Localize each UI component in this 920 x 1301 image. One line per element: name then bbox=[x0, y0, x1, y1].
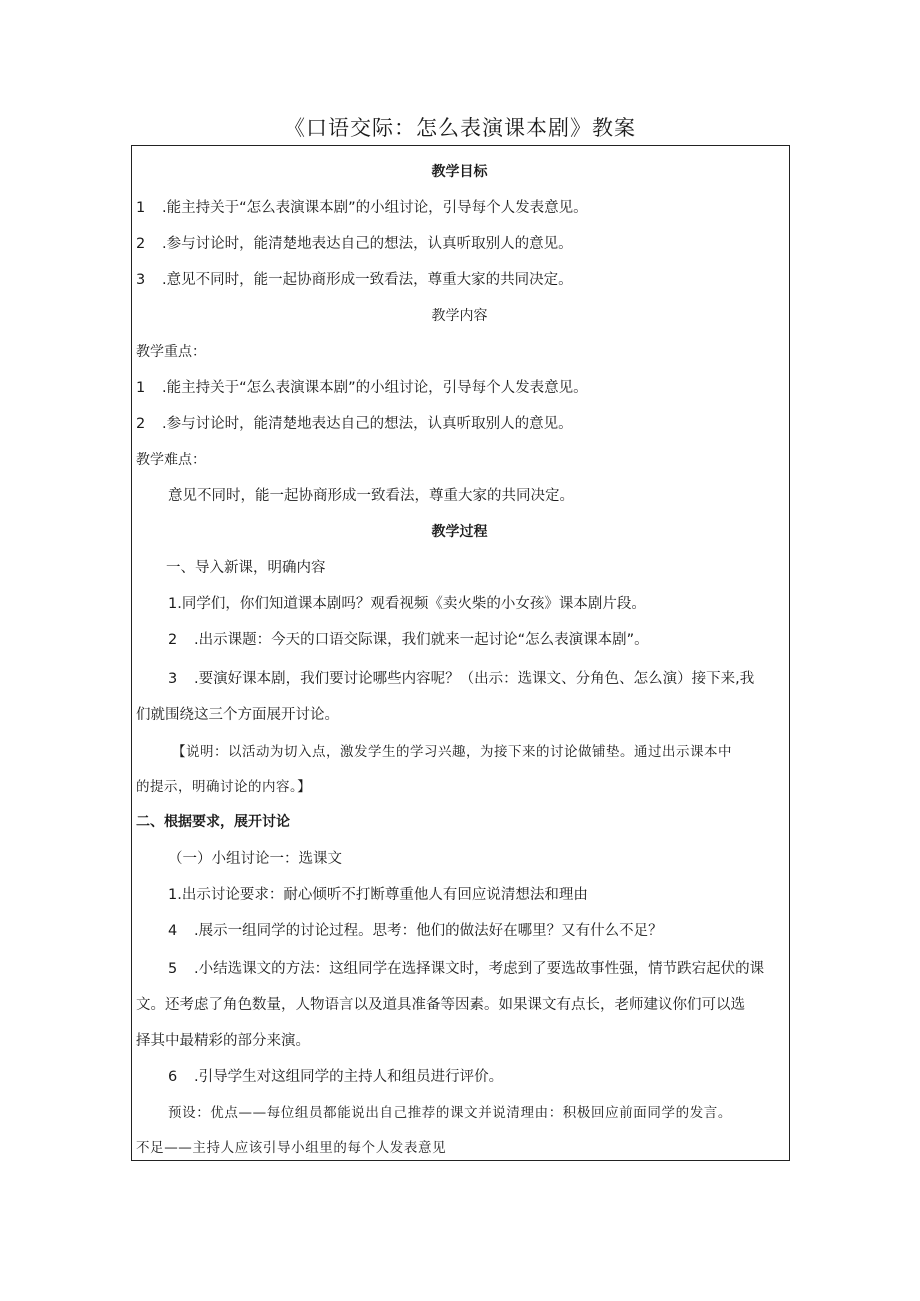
goal-item-1 bbox=[136, 199, 783, 217]
discussion-step-1: 1.出示讨论要求：耐心倾听不打断尊重他人有回应说清想法和理由 bbox=[168, 887, 588, 903]
process-step-1: 1.同学们，你们知道课本剧吗？观看视频《卖火柴的小女孩》课本剧片段。 bbox=[168, 596, 646, 612]
subsection-1-title: （一）小组讨论一：选课文 bbox=[168, 851, 342, 867]
discussion-step-5-cont-1: 文。还考虑了角色数量，人物语言以及道具准备等因素。如果课文有点长，老师建议你们可以选 bbox=[136, 997, 745, 1013]
difficulty-text: 意见不同时，能一起协商形成一致看法，尊重大家的共同决定。 bbox=[168, 488, 574, 504]
step-number: 6 bbox=[168, 1069, 178, 1085]
preset-line-2: 不足——主持人应该引导小组里的每个人发表意见 bbox=[136, 1140, 447, 1156]
discussion-step-5 bbox=[168, 960, 783, 978]
discussion-step-5-cont-2: 择其中最精彩的部分来演。 bbox=[136, 1033, 310, 1049]
difficulty-label: 教学难点： bbox=[136, 452, 206, 468]
key-points-label: 教学重点： bbox=[136, 344, 206, 360]
step-number: 5 bbox=[168, 961, 178, 977]
step-text: .出示课题：今天的口语交际课，我们就来一起讨论“怎么表演课本剧”。 bbox=[194, 632, 649, 648]
lesson-plan-table bbox=[131, 145, 790, 1161]
goal-number: 3 bbox=[136, 272, 146, 288]
key-text: .能主持关于“怎么表演课本剧”的小组讨论，引导每个人发表意见。 bbox=[162, 380, 588, 396]
step-number: 4 bbox=[168, 923, 178, 939]
key-item-1 bbox=[136, 379, 783, 397]
step-text: .展示一组同学的讨论过程。思考：他们的做法好在哪里？又有什么不足？ bbox=[194, 923, 663, 939]
step-number: 3 bbox=[168, 671, 178, 687]
discussion-step-4 bbox=[168, 922, 783, 940]
key-number: 1 bbox=[136, 380, 146, 396]
note-line-2: 的提示，明确讨论的内容。】 bbox=[136, 779, 312, 795]
process-step-3 bbox=[168, 670, 783, 688]
part1-title: 一、导入新课，明确内容 bbox=[166, 560, 326, 576]
key-number: 2 bbox=[136, 416, 146, 432]
step-text: .引导学生对这组同学的主持人和组员进行评价。 bbox=[194, 1069, 504, 1085]
goal-text: .参与讨论时，能清楚地表达自己的想法，认真听取别人的意见。 bbox=[162, 236, 573, 252]
part2-title: 二、根据要求，展开讨论 bbox=[136, 814, 290, 830]
goal-item-3 bbox=[136, 271, 783, 289]
content-heading: 教学内容 bbox=[431, 308, 488, 324]
key-item-2 bbox=[136, 415, 783, 433]
goal-text: .意见不同时，能一起协商形成一致看法，尊重大家的共同决定。 bbox=[162, 272, 573, 288]
key-text: .参与讨论时，能清楚地表达自己的想法，认真听取别人的意见。 bbox=[162, 416, 573, 432]
step-text: .小结选课文的方法：这组同学在选择课文时，考虑到了要选故事性强，情节跌宕起伏的课 bbox=[194, 961, 765, 977]
process-step-3-cont: 们就围绕这三个方面展开讨论。 bbox=[136, 707, 339, 723]
goal-item-2 bbox=[136, 235, 783, 253]
step-text: .要演好课本剧，我们要讨论哪些内容呢？（出示：选课文、分角色、怎么演）接下来,我 bbox=[194, 671, 755, 687]
goal-text: .能主持关于“怎么表演课本剧”的小组讨论，引导每个人发表意见。 bbox=[162, 200, 588, 216]
preset-line-1: 预设：优点——每位组员都能说出自己推荐的课文并说清理由：积极回应前面同学的发言。 bbox=[168, 1105, 732, 1121]
goals-heading: 教学目标 bbox=[431, 164, 488, 180]
goal-number: 2 bbox=[136, 236, 146, 252]
note-line-1: 【说明：以活动为切入点，激发学生的学习兴趣，为接下来的讨论做铺垫。通过出示课本中 bbox=[172, 744, 732, 760]
step-number: 2 bbox=[168, 632, 178, 648]
goal-number: 1 bbox=[136, 200, 146, 216]
discussion-step-6 bbox=[168, 1068, 783, 1086]
process-step-2 bbox=[168, 631, 783, 649]
process-heading: 教学过程 bbox=[431, 524, 488, 540]
document-title: 《口语交际：怎么表演课本剧》教案 bbox=[284, 116, 636, 140]
